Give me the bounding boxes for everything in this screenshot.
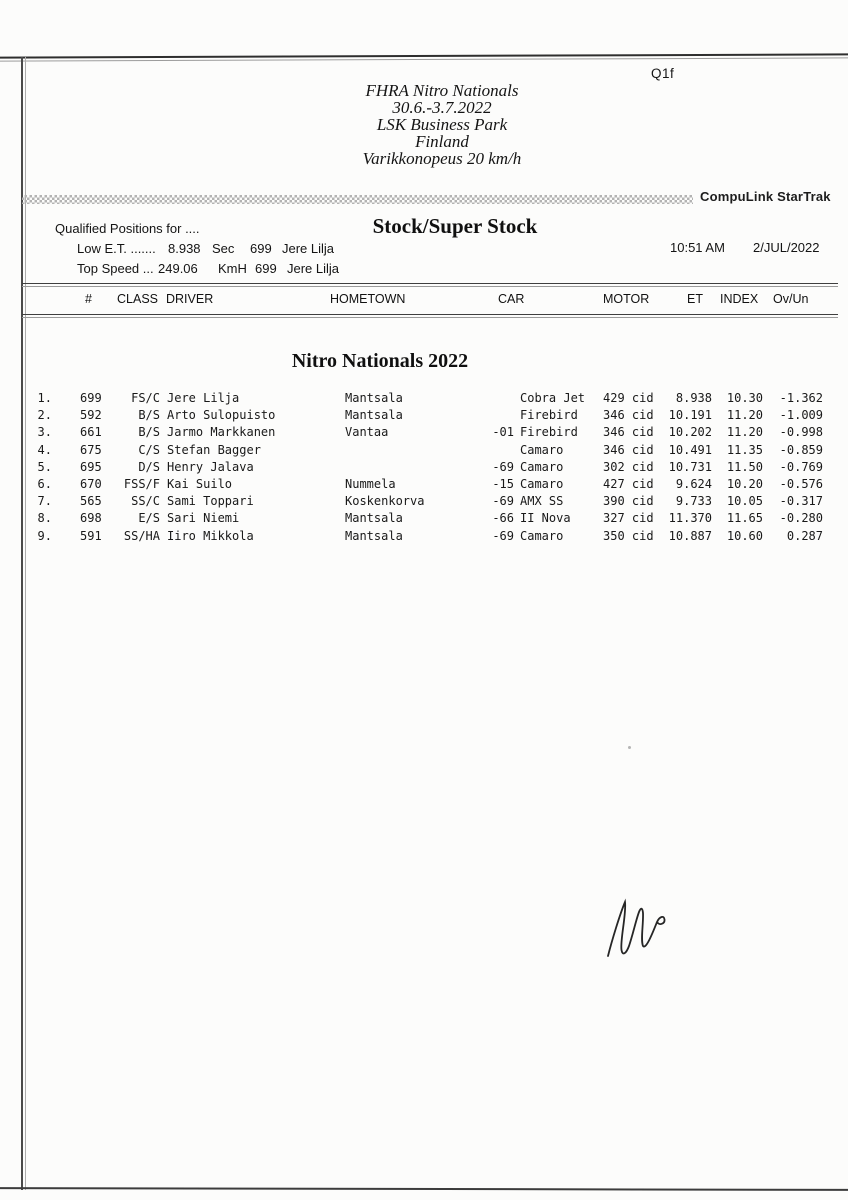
cell-car: Camaro — [520, 528, 564, 543]
cell-car: Camaro — [520, 477, 564, 491]
page-left-edge — [21, 57, 23, 1190]
low-et-car-number: 699 — [250, 241, 272, 256]
cell-car-prefix: -69 — [492, 494, 514, 509]
low-et-unit: Sec — [212, 241, 235, 256]
col-header-car: CAR — [498, 292, 525, 306]
top-speed-label: Top Speed ... — [77, 261, 154, 276]
cell-rank: 3. — [37, 425, 52, 440]
result-row — [0, 460, 848, 477]
cell-number: 698 — [80, 511, 102, 526]
cell-driver: Jarmo Markkanen — [167, 425, 276, 440]
cell-et: 10.202 — [668, 425, 712, 440]
cell-rank: 7. — [37, 494, 52, 509]
signature-mark — [598, 884, 673, 962]
results-column-header — [0, 292, 848, 312]
cell-driver: Henry Jalava — [167, 459, 254, 474]
cell-number: 591 — [80, 528, 102, 543]
cell-class: C/S — [138, 442, 160, 457]
low-et-label: Low E.T. ....... — [77, 241, 156, 256]
top-speed-unit: KmH — [218, 261, 247, 276]
cell-number: 565 — [80, 494, 102, 509]
cell-motor: 427 cid — [603, 477, 654, 491]
cell-class: FSS/F — [123, 477, 160, 491]
event-country: Finland — [415, 132, 469, 151]
cell-car: Camaro — [520, 459, 564, 474]
col-header-et: ET — [687, 292, 703, 306]
top-speed-driver: Jere Lilja — [287, 261, 340, 276]
cell-motor: 346 cid — [603, 442, 654, 457]
cell-number: 670 — [80, 477, 102, 491]
cell-ov-un: -1.362 — [779, 391, 823, 405]
print-date: 2/JUL/2022 — [753, 240, 820, 255]
cell-motor: 350 cid — [603, 528, 654, 543]
cell-ov-un: -0.280 — [779, 511, 823, 526]
cell-class: E/S — [138, 511, 160, 526]
page-top-edge — [0, 53, 848, 61]
cell-index: 11.20 — [726, 425, 763, 440]
cell-ov-un: 0.287 — [786, 528, 823, 543]
cell-hometown: Mantsala — [345, 528, 403, 543]
col-header-motor: MOTOR — [603, 292, 650, 306]
event-dates: 30.6.-3.7.2022 — [392, 98, 492, 117]
cell-driver: Arto Sulopuisto — [167, 408, 276, 423]
session-label: Q1f — [651, 66, 675, 81]
cell-index: 11.65 — [726, 511, 763, 526]
cell-class: SS/C — [131, 494, 160, 509]
cell-hometown: Vantaa — [345, 425, 389, 440]
event-venue: LSK Business Park — [376, 115, 508, 134]
cell-rank: 4. — [37, 442, 52, 457]
header-rule-top — [22, 283, 838, 287]
result-row — [0, 425, 848, 442]
results-section-title: Nitro Nationals 2022 — [291, 350, 469, 372]
cell-et: 9.733 — [675, 494, 712, 509]
event-header — [291, 82, 593, 167]
cell-hometown: Nummela — [345, 477, 396, 491]
cell-rank: 5. — [37, 459, 52, 474]
cell-class: B/S — [138, 408, 160, 423]
cell-motor: 302 cid — [603, 459, 654, 474]
cell-car-prefix: -69 — [492, 459, 514, 474]
header-rule-bottom — [22, 314, 838, 318]
cell-car: Cobra Jet — [520, 391, 586, 405]
top-speed-car-number: 699 — [255, 261, 277, 276]
cell-index: 10.05 — [726, 494, 763, 509]
result-row — [0, 477, 848, 494]
cell-number: 661 — [80, 425, 102, 440]
low-et-driver: Jere Lilja — [282, 241, 335, 256]
cell-driver: Sami Toppari — [167, 494, 254, 509]
cell-motor: 327 cid — [603, 511, 654, 526]
col-header-ovun: Ov/Un — [773, 292, 809, 306]
cell-index: 10.60 — [726, 528, 763, 543]
cell-number: 675 — [80, 442, 102, 457]
cell-car: AMX SS — [520, 494, 564, 509]
cell-motor: 390 cid — [603, 494, 654, 509]
event-name: FHRA Nitro Nationals — [365, 81, 519, 100]
cell-driver: Kai Suilo — [167, 477, 233, 491]
timing-system-brand: CompuLink StarTrak — [700, 189, 831, 204]
cell-index: 11.35 — [726, 442, 763, 457]
cell-hometown: Mantsala — [345, 511, 403, 526]
cell-driver: Stefan Bagger — [167, 442, 261, 457]
cell-rank: 8. — [37, 511, 52, 526]
cell-et: 10.491 — [668, 442, 712, 457]
cell-et: 10.191 — [668, 408, 712, 423]
cell-car-prefix: -01 — [492, 425, 514, 440]
cell-hometown: Mantsala — [345, 391, 403, 405]
results-rows — [0, 391, 848, 561]
cell-rank: 6. — [37, 477, 52, 491]
col-header-driver: DRIVER — [166, 292, 214, 306]
cell-hometown: Koskenkorva — [345, 494, 425, 509]
cell-number: 695 — [80, 459, 102, 474]
event-speed-note: Varikkonopeus 20 km/h — [362, 149, 522, 168]
qualified-positions-label: Qualified Positions for .... — [55, 221, 200, 236]
cell-motor: 346 cid — [603, 425, 654, 440]
cell-index: 10.30 — [726, 391, 763, 405]
cell-number: 592 — [80, 408, 102, 423]
cell-et: 9.624 — [675, 477, 712, 491]
cell-class: FS/C — [131, 391, 160, 405]
cell-rank: 2. — [37, 408, 52, 423]
result-row — [0, 529, 848, 546]
cell-ov-un: -0.859 — [779, 442, 823, 457]
cell-et: 10.731 — [668, 459, 712, 474]
result-row — [0, 494, 848, 511]
cell-car-prefix: -15 — [492, 477, 514, 491]
cell-rank: 1. — [37, 391, 52, 405]
page-bottom-edge — [0, 1187, 848, 1190]
col-header-class: CLASS — [117, 292, 158, 306]
cell-et: 10.887 — [668, 528, 712, 543]
cell-hometown: Mantsala — [345, 408, 403, 423]
low-et-value: 8.938 — [168, 241, 201, 256]
cell-et: 8.938 — [675, 391, 712, 405]
cell-et: 11.370 — [668, 511, 712, 526]
halftone-separator-band — [22, 195, 693, 204]
cell-car-prefix: -66 — [492, 511, 514, 526]
cell-ov-un: -0.998 — [779, 425, 823, 440]
result-row — [0, 391, 848, 408]
cell-class: D/S — [138, 459, 160, 474]
cell-driver: Sari Niemi — [167, 511, 240, 526]
cell-car: Camaro — [520, 442, 564, 457]
cell-index: 10.20 — [726, 477, 763, 491]
result-row — [0, 408, 848, 425]
cell-number: 699 — [80, 391, 102, 405]
col-header-index: INDEX — [720, 292, 759, 306]
col-header-hometown: HOMETOWN — [330, 292, 406, 306]
col-header-number: # — [85, 292, 92, 306]
cell-car: Firebird — [520, 408, 578, 423]
print-time: 10:51 AM — [670, 240, 725, 255]
cell-ov-un: -0.769 — [779, 459, 823, 474]
page-left-edge-shadow — [25, 57, 26, 1190]
cell-rank: 9. — [37, 528, 52, 543]
cell-car: Firebird — [520, 425, 578, 440]
cell-class: SS/HA — [123, 528, 160, 543]
cell-class: B/S — [138, 425, 160, 440]
cell-ov-un: -0.576 — [779, 477, 823, 491]
cell-motor: 346 cid — [603, 408, 654, 423]
cell-ov-un: -1.009 — [779, 408, 823, 423]
scan-speck — [628, 746, 631, 749]
cell-ov-un: -0.317 — [779, 494, 823, 509]
cell-index: 11.50 — [726, 459, 763, 474]
cell-motor: 429 cid — [603, 391, 654, 405]
cell-car-prefix: -69 — [492, 528, 514, 543]
cell-index: 11.20 — [726, 408, 763, 423]
result-row — [0, 443, 848, 460]
top-speed-value: 249.06 — [158, 261, 198, 276]
result-row — [0, 511, 848, 528]
cell-driver: Jere Lilja — [167, 391, 240, 405]
cell-car: II Nova — [520, 511, 571, 526]
cell-driver: Iiro Mikkola — [167, 528, 254, 543]
class-title: Stock/Super Stock — [372, 214, 538, 238]
